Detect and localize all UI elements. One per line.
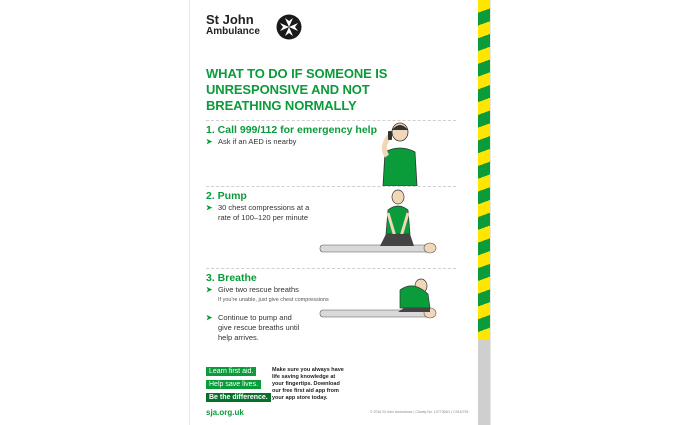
- website-link[interactable]: sja.org.uk: [206, 408, 244, 417]
- divider: [206, 186, 456, 187]
- page-title: [206, 66, 426, 114]
- step-1-title: 1. Call 999/112 for emergency help: [206, 124, 378, 136]
- brand-line2: Ambulance: [206, 26, 260, 37]
- divider: [206, 120, 456, 121]
- arrow-icon: ➤: [206, 203, 213, 212]
- rescue-breath-figure: [318, 272, 443, 330]
- stripe-grey-band: [478, 340, 490, 425]
- brand-line1: St John: [206, 12, 254, 27]
- arrow-icon: ➤: [206, 313, 213, 322]
- brand-name: [206, 14, 260, 38]
- title-line2: UNRESPONSIVE AND NOT: [206, 82, 370, 97]
- divider: [206, 268, 456, 269]
- step-3-title: 3. Breathe: [206, 272, 257, 284]
- tag-learn: Learn first aid.: [206, 367, 256, 376]
- arrow-icon: ➤: [206, 137, 213, 146]
- step-2-bullet: ➤ 30 chest compressions at a rate of 100–120 per minute: [206, 203, 310, 222]
- title-line3: BREATHING NORMALLY: [206, 98, 357, 113]
- cross-emblem-icon: [276, 14, 302, 40]
- copyright-text: © 2016 St John Ambulance | Charity No. 1077265/1 | C016/793: [370, 410, 469, 414]
- title-line1: WHAT TO DO IF SOMEONE IS: [206, 66, 388, 81]
- chest-compression-figure: [318, 188, 443, 266]
- step-3-note: If you're unable, just give chest compressions: [218, 297, 329, 303]
- step-3-bullet-continue: ➤ Continue to pump and give rescue breaths until help arrives.: [206, 313, 300, 342]
- tag-help: Help save lives.: [206, 380, 261, 389]
- phone-call-figure: [375, 122, 425, 186]
- step-1-bullet: ➤ Ask if an AED is nearby: [206, 137, 297, 146]
- step-3-bullet: ➤ Give two rescue breaths: [206, 285, 299, 294]
- tag-difference: Be the difference.: [206, 393, 271, 402]
- poster: [190, 0, 490, 425]
- step-2-title: 2. Pump: [206, 190, 247, 202]
- brand-logo: [206, 14, 260, 38]
- arrow-icon: ➤: [206, 285, 213, 294]
- app-promo-text: Make sure you always have life saving knowledge at your fingertips. Download our free first aid app from your app store today.: [272, 367, 344, 401]
